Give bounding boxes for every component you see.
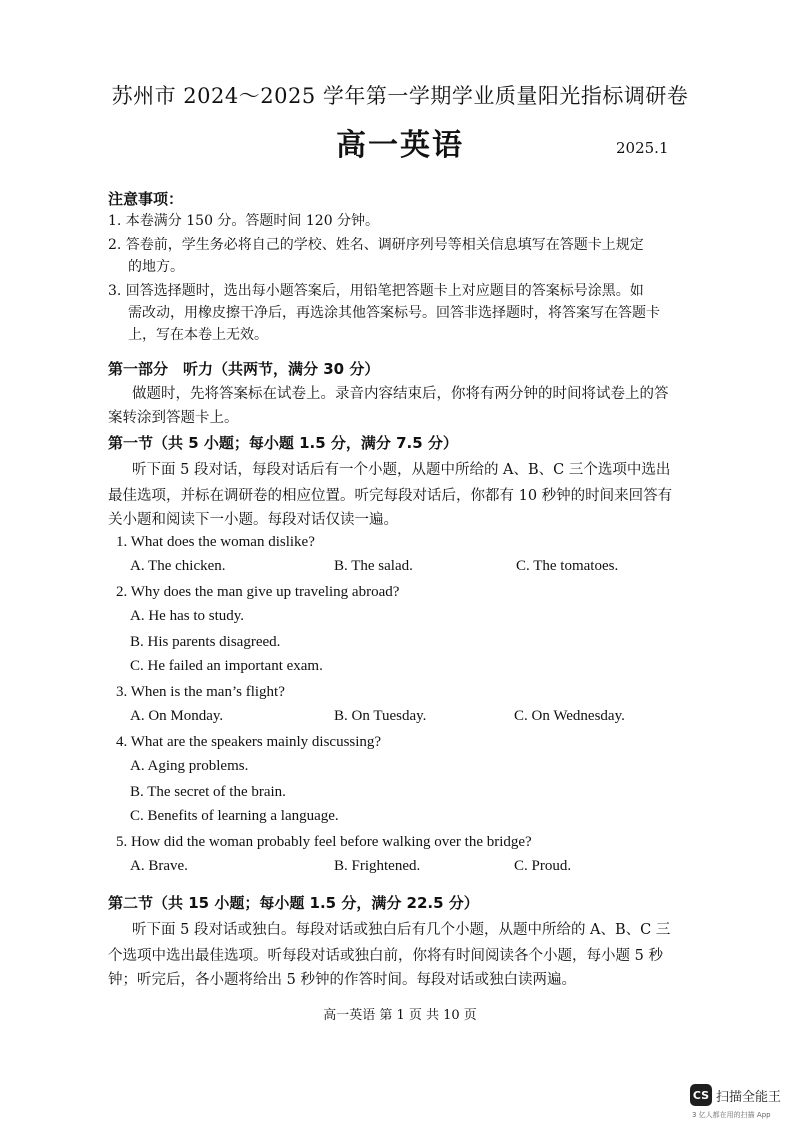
- note-item: 上，写在本卷上无效。: [128, 327, 268, 343]
- subject-title: 高一英语: [336, 128, 464, 163]
- section2-intro: 听下面 5 段对话或独白。每段对话或独白后有几个小题，从题中所给的 A、B、C 三: [132, 922, 671, 938]
- question-4: 4. What are the speakers mainly discussing?: [116, 734, 382, 750]
- part1-heading: 第一部分 听力（共两节，满分 30 分）: [108, 360, 380, 378]
- section1-intro: 关小题和阅读下一小题。每段对话仅读一遍。: [108, 512, 398, 528]
- option-4c: C. Benefits of learning a language.: [130, 808, 339, 824]
- note-item: 需改动，用橡皮擦干净后，再选涂其他答案标号。回答非选择题时，将答案写在答题卡: [128, 305, 660, 321]
- note-item: 3. 回答选择题时，选出每小题答案后，用铅笔把答题卡上对应题目的答案标号涂黑。如: [108, 283, 644, 299]
- section2-heading: 第二节（共 15 小题；每小题 1.5 分，满分 22.5 分）: [108, 894, 479, 912]
- note-item: 2. 答卷前，学生务必将自己的学校、姓名、调研序列号等相关信息填写在答题卡上规定: [108, 237, 644, 253]
- camscanner-logo-icon: CS: [690, 1084, 712, 1106]
- part1-intro: 做题时，先将答案标在试卷上。录音内容结束后，你将有两分钟的时间将试卷上的答: [132, 386, 669, 402]
- exam-title: 苏州市 2024～2025 学年第一学期学业质量阳光指标调研卷: [111, 84, 689, 108]
- exam-date: 2025.1: [616, 139, 669, 157]
- option-3b: B. On Tuesday.: [334, 708, 427, 724]
- question-1: 1. What does the woman dislike?: [116, 534, 315, 550]
- option-5a: A. Brave.: [130, 858, 188, 874]
- note-item: 的地方。: [128, 259, 184, 275]
- section1-intro: 听下面 5 段对话，每段对话后有一个小题，从题中所给的 A、B、C 三个选项中选出: [132, 462, 671, 478]
- option-3c: C. On Wednesday.: [514, 708, 625, 724]
- scanner-tagline: 3 亿人都在用的扫描 App: [692, 1111, 771, 1119]
- part1-intro: 案转涂到答题卡上。: [108, 410, 239, 426]
- question-5: 5. How did the woman probably feel before walking over the bridge?: [116, 834, 532, 850]
- option-4a: A. Aging problems.: [130, 758, 249, 774]
- question-2: 2. Why does the man give up traveling abroad?: [116, 584, 400, 600]
- option-1c: C. The tomatoes.: [516, 558, 619, 574]
- option-2a: A. He has to study.: [130, 608, 245, 624]
- notes-heading: 注意事项：: [108, 190, 184, 208]
- option-5c: C. Proud.: [514, 858, 572, 874]
- section1-heading: 第一节（共 5 小题；每小题 1.5 分，满分 7.5 分）: [108, 434, 458, 452]
- note-item: 1. 本卷满分 150 分。答题时间 120 分钟。: [108, 213, 380, 229]
- page-footer: 高一英语 第 1 页 共 10 页: [323, 1008, 477, 1023]
- option-3a: A. On Monday.: [130, 708, 224, 724]
- option-5b: B. Frightened.: [334, 858, 421, 874]
- option-4b: B. The secret of the brain.: [130, 784, 286, 800]
- option-1a: A. The chicken.: [130, 558, 226, 574]
- section1-intro: 最佳选项，并标在调研卷的相应位置。听完每段对话后，你都有 10 秒钟的时间来回答有: [108, 488, 673, 504]
- question-3: 3. When is the man’s flight?: [116, 684, 285, 700]
- option-2c: C. He failed an important exam.: [130, 658, 323, 674]
- section2-intro: 个选项中选出最佳选项。听每段对话或独白前，你将有时间阅读各个小题，每小题 5 秒: [108, 948, 663, 964]
- option-2b: B. His parents disagreed.: [130, 634, 281, 650]
- option-1b: B. The salad.: [334, 558, 413, 574]
- section2-intro: 钟；听完后，各小题将给出 5 秒钟的作答时间。每段对话或独白读两遍。: [108, 972, 576, 988]
- scanner-watermark: [690, 1084, 781, 1106]
- scanner-brand: 扫描全能王: [716, 1089, 782, 1105]
